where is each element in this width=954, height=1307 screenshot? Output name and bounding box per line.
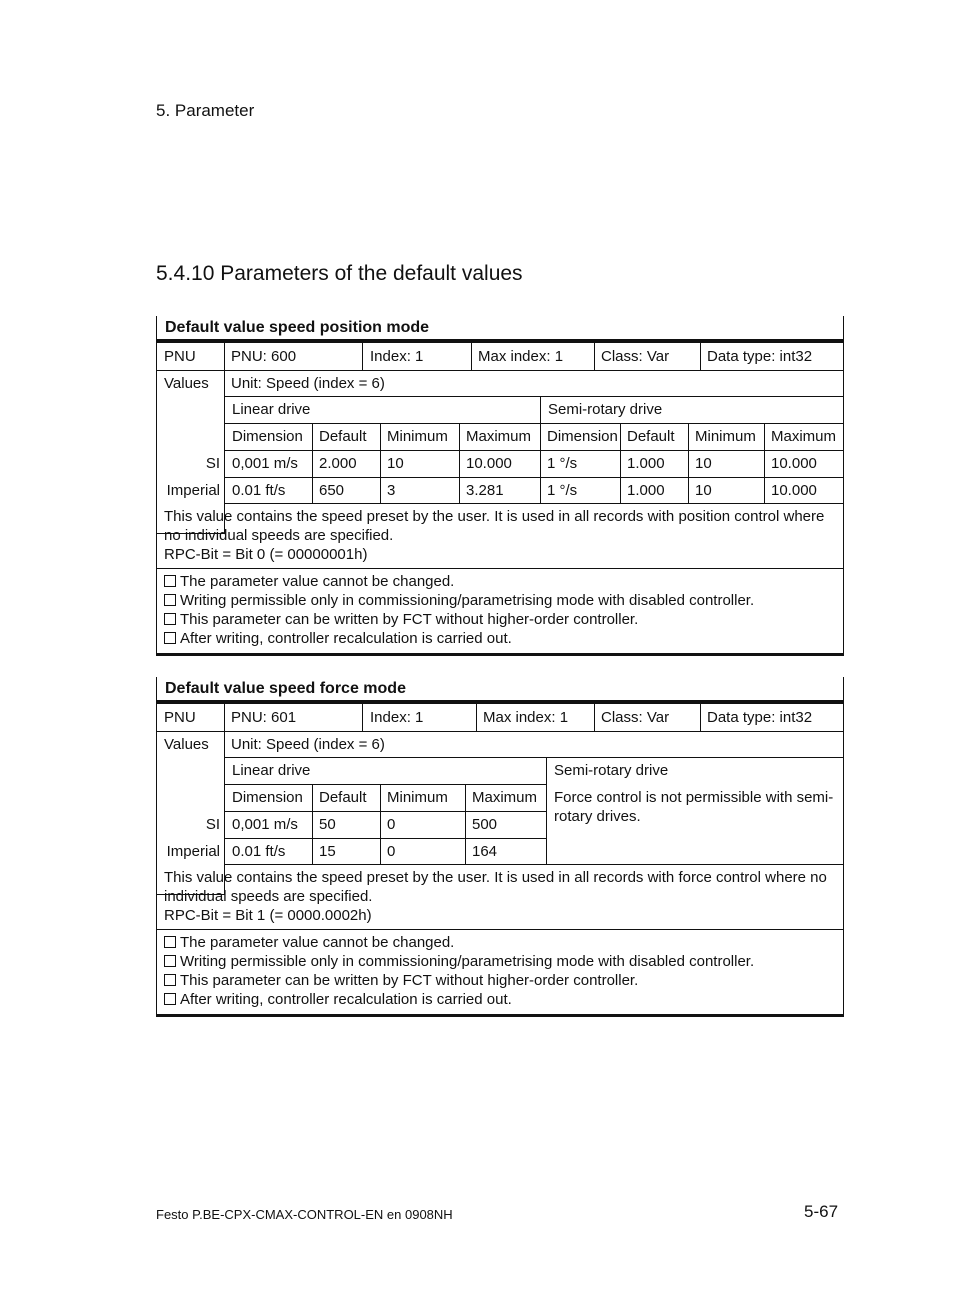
attribute-item (164, 952, 843, 971)
data-type-value: Data type: int32 (700, 704, 844, 732)
pnu-label: PNU (156, 343, 225, 371)
table-cell: 10 (380, 450, 460, 478)
unit-label: Unit: Speed (index = 6) (224, 370, 844, 397)
table-cell: 0 (380, 838, 466, 865)
linear-drive-label: Linear drive (224, 757, 547, 785)
col-header: Maximum (764, 423, 844, 451)
semi-rotary-drive-label: Semi-rotary drive (540, 396, 844, 424)
table-cell: 500 (465, 811, 547, 839)
description (156, 503, 844, 569)
col-header: Maximum (465, 784, 547, 812)
parameter-table-pnu-601 (156, 677, 844, 1018)
table-cell: 50 (312, 811, 381, 839)
values-label: Values (156, 370, 225, 534)
attribute-text: This parameter can be written by FCT without higher-order controller. (180, 611, 639, 628)
attribute-text: Writing permissible only in commissioning/parametrising mode with disabled controller. (180, 953, 755, 970)
col-header: Minimum (380, 423, 460, 451)
checkbox-icon (164, 632, 176, 644)
section-title: 5.4.10 Parameters of the default values (156, 262, 523, 285)
attribute-text: After writing, controller recalculation is carried out. (180, 991, 512, 1008)
table-bottom-rule (156, 653, 844, 656)
attribute-item (164, 610, 843, 629)
description (156, 864, 844, 930)
table-cell: 1 °/s (540, 477, 621, 504)
index-value: Index: 1 (363, 704, 477, 732)
checkbox-icon (164, 955, 176, 967)
col-header: Dimension (540, 423, 621, 451)
attribute-text: After writing, controller recalculation is carried out. (180, 630, 512, 647)
table-cell: 1.000 (620, 477, 689, 504)
col-header: Default (312, 784, 381, 812)
rpc-bit-line: RPC-Bit = Bit 0 (= 00000001h) (164, 546, 368, 563)
attribute-item (164, 971, 843, 990)
checkbox-icon (164, 575, 176, 587)
table-cell: 3.281 (459, 477, 541, 504)
table-title: Default value speed force mode (156, 677, 844, 704)
col-header: Maximum (459, 423, 541, 451)
row-label-si: SI (205, 816, 220, 833)
table-cell: 0 (380, 811, 466, 839)
attribute-text: Writing permissible only in commissioning/parametrising mode with disabled controller. (180, 592, 755, 609)
attribute-text: The parameter value cannot be changed. (180, 573, 455, 590)
table-cell: 10.000 (764, 477, 844, 504)
table-title: Default value speed position mode (156, 316, 844, 343)
description-line: This value contains the speed preset by the user. It is used in all records with position control where (164, 508, 825, 525)
row-label-imperial: Imperial (166, 843, 220, 860)
attribute-item (164, 629, 843, 648)
col-header: Minimum (380, 784, 466, 812)
class-value: Class: Var (594, 704, 701, 732)
semi-rotary-drive-label: Semi-rotary drive (554, 762, 669, 779)
attribute-list (156, 929, 844, 1015)
table-cell: 0.01 ft/s (224, 838, 313, 865)
attribute-text: This parameter can be written by FCT without higher-order controller. (180, 972, 639, 989)
checkbox-icon (164, 613, 176, 625)
table-cell: 650 (312, 477, 381, 504)
table-cell: 10 (688, 477, 765, 504)
col-header: Default (312, 423, 381, 451)
row-label-imperial: Imperial (166, 482, 220, 499)
parameter-table-pnu-600 (156, 316, 844, 657)
unit-label: Unit: Speed (index = 6) (224, 731, 844, 758)
description-line: no individual speeds are specified. (164, 527, 394, 544)
index-value: Index: 1 (363, 343, 472, 371)
table-cell: 1.000 (620, 450, 689, 478)
max-index-value: Max index: 1 (476, 704, 595, 732)
checkbox-icon (164, 936, 176, 948)
pnu-value: PNU: 600 (224, 343, 363, 371)
col-header: Dimension (224, 423, 313, 451)
row-label-si: SI (205, 455, 220, 472)
checkbox-icon (164, 993, 176, 1005)
footer-page-number: 5-67 (804, 1202, 839, 1221)
attribute-list (156, 568, 844, 654)
col-header: Default (620, 423, 689, 451)
rpc-bit-line: RPC-Bit = Bit 1 (= 0000.0002h) (164, 907, 372, 924)
attribute-item (164, 591, 843, 610)
attribute-item (164, 933, 843, 952)
attribute-text: The parameter value cannot be changed. (180, 934, 455, 951)
col-header: Minimum (688, 423, 765, 451)
table-bottom-rule (156, 1014, 844, 1017)
data-type-value: Data type: int32 (700, 343, 844, 371)
table-cell: 2.000 (312, 450, 381, 478)
semi-rotary-drive-cell (546, 757, 844, 865)
table-cell: 3 (380, 477, 460, 504)
col-header: Dimension (224, 784, 313, 812)
checkbox-icon (164, 594, 176, 606)
linear-drive-label: Linear drive (224, 396, 541, 424)
pnu-value: PNU: 601 (224, 704, 363, 732)
table-cell: 15 (312, 838, 381, 865)
values-label: Values (156, 731, 225, 895)
semi-rotary-note: Force control is not permissible with semi-rotary drives. (554, 789, 834, 825)
checkbox-icon (164, 974, 176, 986)
table-cell: 0.01 ft/s (224, 477, 313, 504)
attribute-item (164, 990, 843, 1009)
description-line: This value contains the speed preset by the user. It is used in all records with force control where no (164, 869, 827, 886)
class-value: Class: Var (594, 343, 701, 371)
pnu-label: PNU (156, 704, 225, 732)
table-cell: 1 °/s (540, 450, 621, 478)
max-index-value: Max index: 1 (471, 343, 595, 371)
table-cell: 164 (465, 838, 547, 865)
description-line: individual speeds are specified. (164, 888, 373, 905)
table-cell: 0,001 m/s (224, 450, 313, 478)
table-cell: 10 (688, 450, 765, 478)
chapter-heading: 5. Parameter (156, 101, 255, 120)
attribute-item (164, 572, 843, 591)
table-cell: 0,001 m/s (224, 811, 313, 839)
table-cell: 10.000 (764, 450, 844, 478)
table-cell: 10.000 (459, 450, 541, 478)
footer-document-id: Festo P.BE-CPX-CMAX-CONTROL-EN en 0908NH (156, 1207, 453, 1222)
